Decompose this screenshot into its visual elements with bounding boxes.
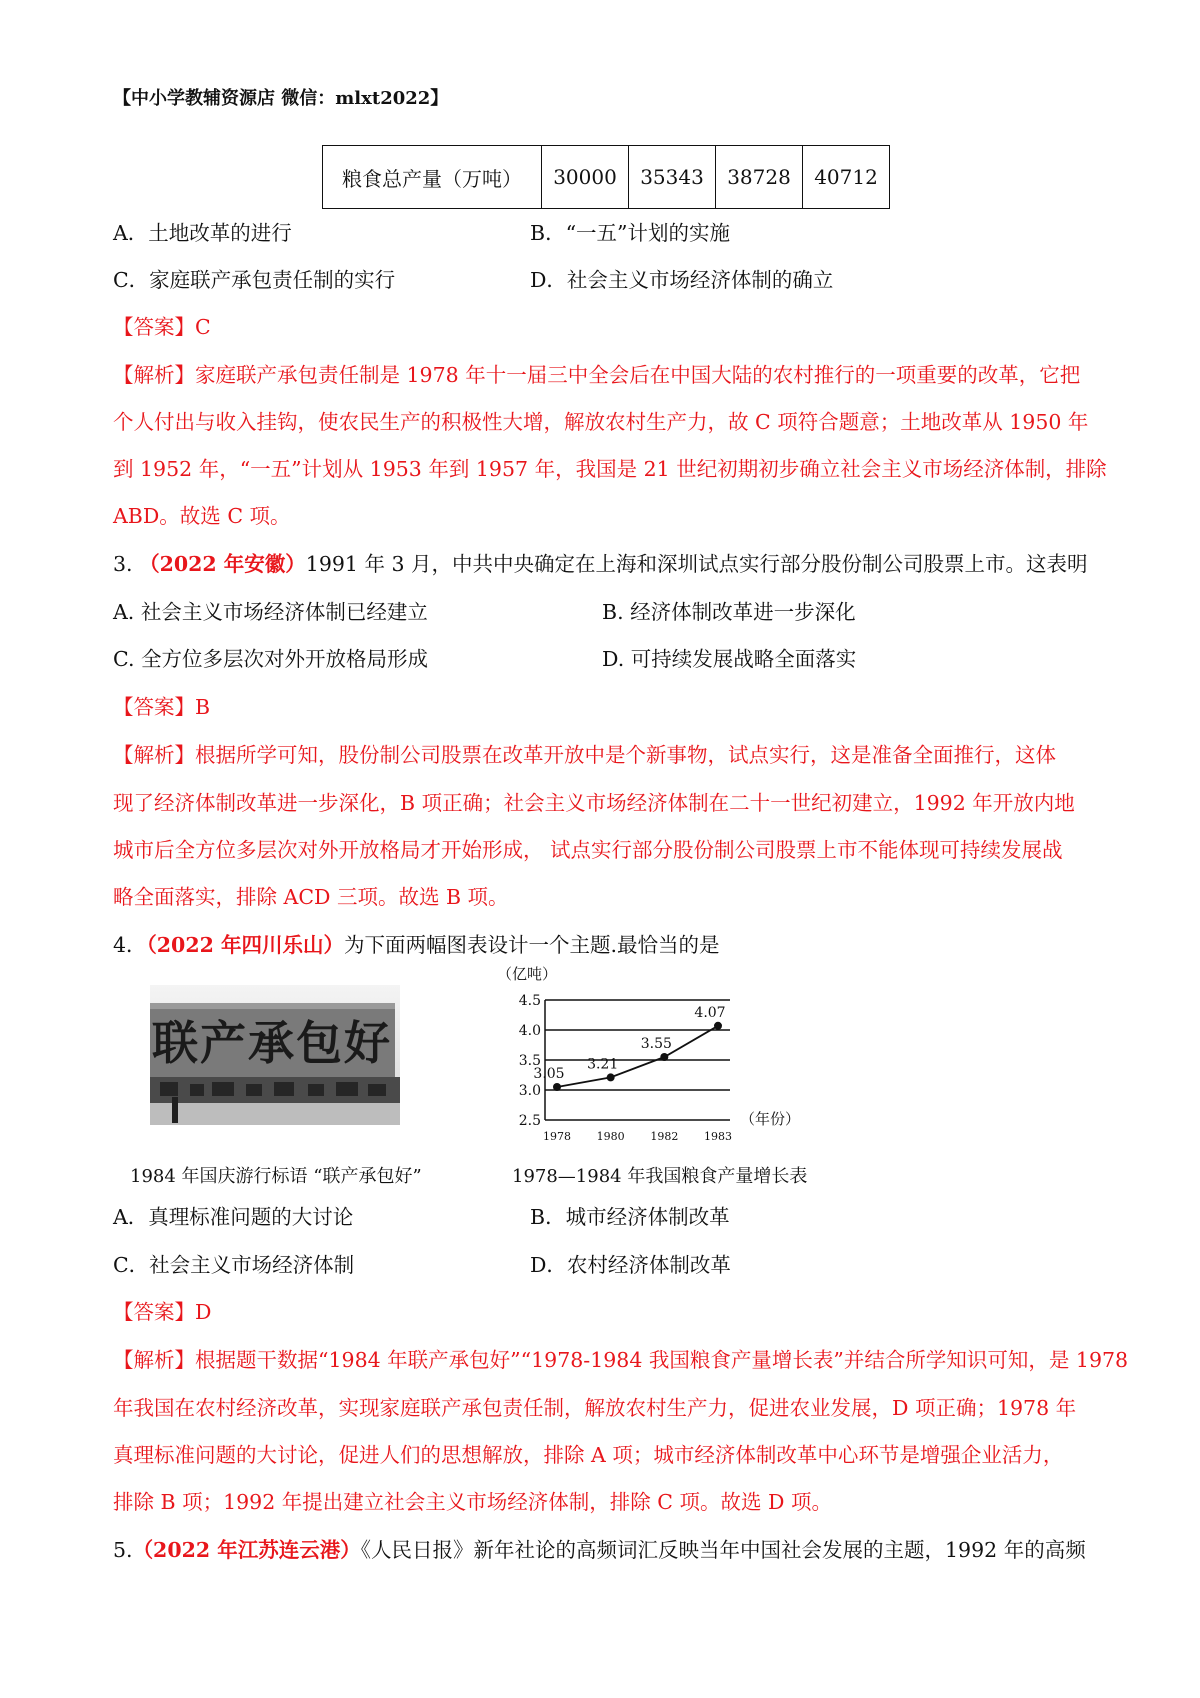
y-tick-label: 3.5 xyxy=(518,1053,541,1069)
q3-analysis-line: 现了经济体制改革进一步深化，B 项正确；社会主义市场经济体制在二十一世纪初建立，1992 年开放内地 xyxy=(113,791,1075,815)
q2-option-d: D．社会主义市场经济体制的确立 xyxy=(530,268,834,292)
table-cell: 38728 xyxy=(716,146,803,209)
grain-output-chart xyxy=(495,965,825,1150)
q3-analysis-line: 城市后全方位多层次对外开放格局才开始形成， 试点实行部分股份制公司股票上市不能体现可持续发展战 xyxy=(113,838,1063,862)
y-tick-label: 3.0 xyxy=(518,1083,541,1099)
data-point xyxy=(714,1022,722,1030)
x-axis-label: （年份） xyxy=(740,1110,801,1128)
q4-answer: 【答案】D xyxy=(113,1300,212,1324)
parade-photo xyxy=(150,985,400,1125)
y-tick-label: 4.5 xyxy=(518,993,541,1009)
q3-answer: 【答案】B xyxy=(113,695,211,719)
data-label: 3.21 xyxy=(587,1056,619,1073)
table-cell: 40712 xyxy=(803,146,890,209)
table-cell: 35343 xyxy=(629,146,716,209)
q2-analysis-line: 个人付出与收入挂钩，使农民生产的积极性大增，解放农村生产力，故 C 项符合题意；土地改革从 1950 年 xyxy=(113,410,1089,434)
chart-caption: 1978—1984 年我国粮食产量增长表 xyxy=(512,1166,808,1187)
q3-analysis-line: 略全面落实，排除 ACD 三项。故选 B 项。 xyxy=(113,885,509,909)
x-tick-label: 1978 xyxy=(543,1130,571,1143)
watermark-header: 【中小学教辅资源店 微信：mlxt2022】 xyxy=(113,88,449,109)
y-axis-label: （亿吨） xyxy=(497,965,558,983)
q4-option-b: B．城市经济体制改革 xyxy=(530,1205,730,1229)
question-source: （2022 年江苏连云港） xyxy=(132,1538,361,1562)
series-line xyxy=(557,1026,718,1087)
question-text: 1991 年 3 月，中共中央确定在上海和深圳试点实行部分股份制公司股票上市。这表明 xyxy=(305,552,1088,576)
question-number: 3. xyxy=(113,552,133,576)
q3-stem xyxy=(113,549,1088,579)
q4-option-c: C．社会主义市场经济体制 xyxy=(113,1253,355,1277)
banner-text: 联产承包好 xyxy=(152,1016,392,1070)
q4-analysis-line: 排除 B 项；1992 年提出建立社会主义市场经济体制，排除 C 项。故选 D 项。 xyxy=(113,1490,832,1514)
q3-option-c: C. 全方位多层次对外开放格局形成 xyxy=(113,647,428,671)
q2-option-a: A．土地改革的进行 xyxy=(113,221,292,245)
q3-analysis-line: 【解析】根据所学可知，股份制公司股票在改革开放中是个新事物，试点实行，这是准备全面推行，这体 xyxy=(113,743,1056,767)
question-number: 4． xyxy=(113,933,147,957)
data-label: 3.05 xyxy=(533,1066,565,1082)
question-source: （2022 年四川乐山） xyxy=(146,933,344,957)
q4-analysis-line: 【解析】根据题干数据“1984 年联产承包好”“1978-1984 我国粮食产量增长表”并结合所学知识可知，是 1978 xyxy=(113,1348,1129,1372)
y-tick-label: 4.0 xyxy=(518,1023,541,1039)
q2-option-c: C．家庭联产承包责任制的实行 xyxy=(113,268,396,292)
q4-option-d: D．农村经济体制改革 xyxy=(530,1253,731,1277)
table-cell: 30000 xyxy=(542,146,629,209)
grain-output-table xyxy=(322,145,890,209)
data-point xyxy=(607,1073,615,1081)
q2-option-b: B．“一五”计划的实施 xyxy=(530,221,731,245)
x-tick-label: 1980 xyxy=(596,1130,625,1143)
x-tick-label: 1983 xyxy=(704,1130,732,1143)
q3-option-b: B. 经济体制改革进一步深化 xyxy=(602,600,856,624)
question-source: （2022 年安徽） xyxy=(139,552,306,576)
q2-answer: 【答案】C xyxy=(113,315,211,339)
table-row xyxy=(323,146,890,209)
q4-analysis-line: 年我国在农村经济改革，实现家庭联产承包责任制，解放农村生产力，促进农业发展，D 项正确；1978 年 xyxy=(113,1396,1077,1420)
table-label-cell: 粮食总产量（万吨） xyxy=(323,146,542,209)
photo-caption: 1984 年国庆游行标语 “联产承包好” xyxy=(130,1166,422,1187)
question-text: 为下面两幅图表设计一个主题.最恰当的是 xyxy=(344,933,720,957)
question-text: 《人民日报》新年社论的高频词汇反映当年中国社会发展的主题，1992 年的高频 xyxy=(360,1538,1086,1562)
x-tick-label: 1982 xyxy=(650,1130,679,1143)
q4-option-a: A．真理标准问题的大讨论 xyxy=(113,1205,354,1229)
q3-option-a: A. 社会主义市场经济体制已经建立 xyxy=(113,600,428,624)
data-label: 3.55 xyxy=(640,1036,672,1052)
data-point xyxy=(660,1053,668,1061)
q4-analysis-line: 真理标准问题的大讨论，促进人们的思想解放，排除 A 项；城市经济体制改革中心环节是增强企业活力， xyxy=(113,1443,1064,1467)
q2-analysis-line: 到 1952 年，“一五”计划从 1953 年到 1957 年，我国是 21 世纪初期初步确立社会主义市场经济体制，排除 xyxy=(113,457,1107,481)
data-label: 4.07 xyxy=(694,1004,726,1021)
q5-stem xyxy=(113,1535,1086,1565)
data-point xyxy=(553,1083,561,1091)
question-number: 5. xyxy=(113,1538,133,1562)
q2-analysis-line: ABD。故选 C 项。 xyxy=(113,504,291,528)
q3-option-d: D. 可持续发展战略全面落实 xyxy=(602,647,857,671)
q4-stem xyxy=(113,930,720,960)
q2-analysis-line: 【解析】家庭联产承包责任制是 1978 年十一届三中全会后在中国大陆的农村推行的一项重要的改革，它把 xyxy=(113,363,1081,387)
y-tick-label: 2.5 xyxy=(518,1113,541,1129)
